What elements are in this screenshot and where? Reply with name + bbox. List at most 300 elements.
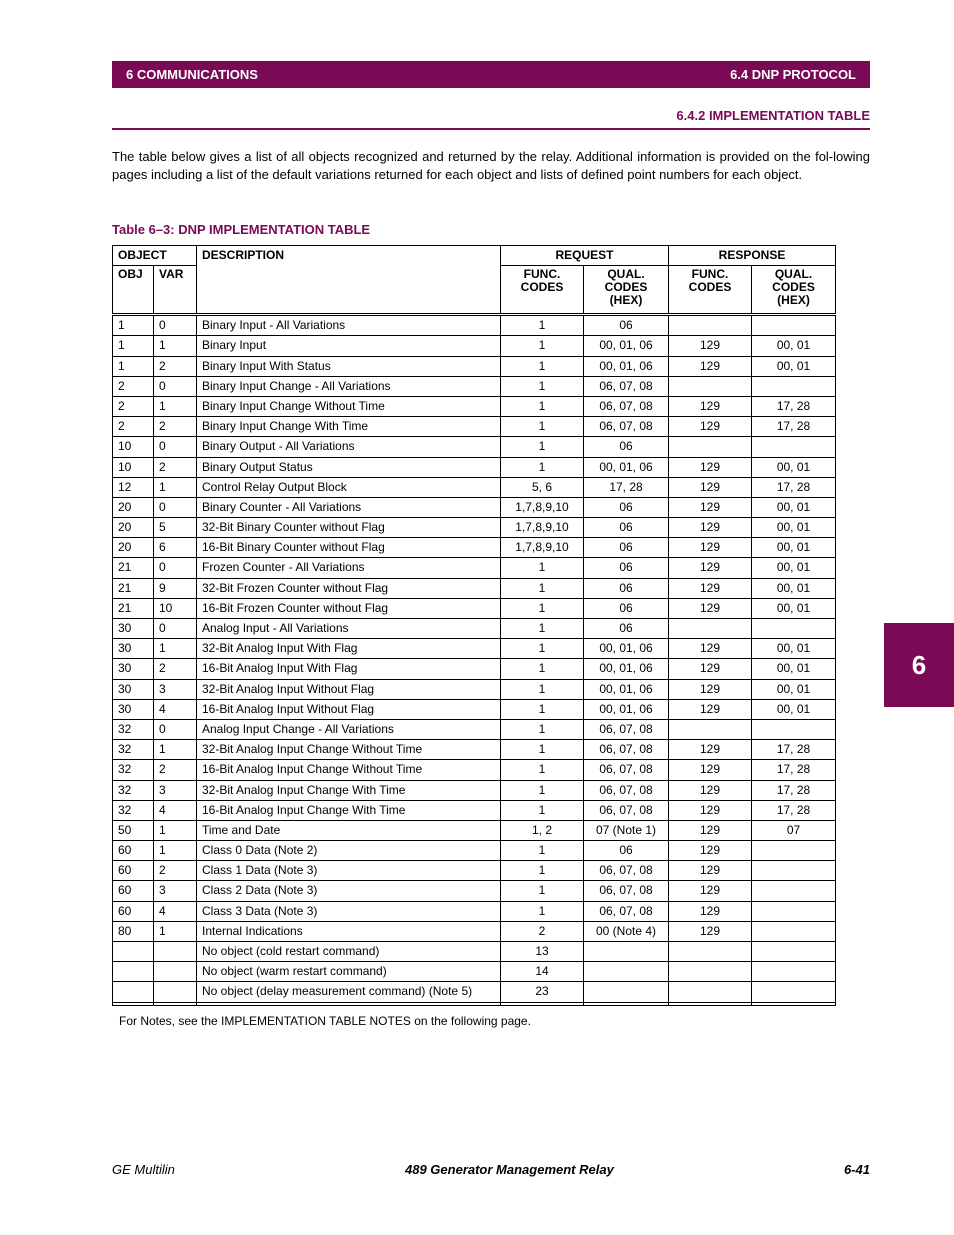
- response-qual-cell: [752, 921, 836, 941]
- response-func-cell: 129: [669, 760, 752, 780]
- obj-cell: 32: [113, 760, 154, 780]
- var-cell: 2: [154, 457, 197, 477]
- request-qual-cell: 06, 07, 08: [584, 800, 669, 820]
- request-func-cell: 1: [501, 619, 584, 639]
- request-func-cell: 1: [501, 901, 584, 921]
- response-qual-cell: 00, 01: [752, 699, 836, 719]
- request-qual-cell: 00 (Note 4): [584, 921, 669, 941]
- description-cell: 32-Bit Binary Counter without Flag: [197, 518, 501, 538]
- request-qual-cell: 06: [584, 598, 669, 618]
- obj-cell: 1: [113, 315, 154, 336]
- table-row: [113, 639, 836, 659]
- var-cell: 1: [154, 336, 197, 356]
- response-qual-cell: 00, 01: [752, 598, 836, 618]
- table-row: [113, 699, 836, 719]
- response-func-cell: 129: [669, 861, 752, 881]
- request-func-cell: 1: [501, 719, 584, 739]
- response-qual-cell: 17, 28: [752, 396, 836, 416]
- response-func-cell: 129: [669, 356, 752, 376]
- var-cell: [154, 962, 197, 982]
- request-qual-cell: 06: [584, 518, 669, 538]
- request-func-cell: 1,7,8,9,10: [501, 497, 584, 517]
- var-cell: 1: [154, 740, 197, 760]
- description-cell: 16-Bit Analog Input Change With Time: [197, 800, 501, 820]
- response-func-cell: 129: [669, 457, 752, 477]
- obj-cell: [113, 942, 154, 962]
- description-cell: 32-Bit Analog Input Without Flag: [197, 679, 501, 699]
- response-func-cell: [669, 376, 752, 396]
- var-cell: 9: [154, 578, 197, 598]
- table-row: [113, 820, 836, 840]
- footer-company: GE Multilin: [112, 1162, 175, 1177]
- request-func-cell: 1: [501, 800, 584, 820]
- response-func-cell: 129: [669, 679, 752, 699]
- request-func-cell: 13: [501, 942, 584, 962]
- request-func-cell: 1: [501, 558, 584, 578]
- request-func-cell: 1: [501, 336, 584, 356]
- response-func-cell: [669, 437, 752, 457]
- var-cell: 0: [154, 619, 197, 639]
- footer-product: 489 Generator Management Relay: [405, 1162, 614, 1177]
- response-qual-cell: [752, 619, 836, 639]
- response-qual-cell: [752, 901, 836, 921]
- var-cell: 1: [154, 396, 197, 416]
- table-caption: Table 6–3: DNP IMPLEMENTATION TABLE: [112, 222, 371, 237]
- request-func-cell: 1: [501, 740, 584, 760]
- description-cell: Analog Input Change - All Variations: [197, 719, 501, 739]
- request-func-cell: 1: [501, 659, 584, 679]
- response-func-cell: 129: [669, 538, 752, 558]
- table-row: [113, 982, 836, 1002]
- request-func-cell: 1,7,8,9,10: [501, 518, 584, 538]
- request-qual-codes-header: QUAL. CODES (HEX): [584, 266, 669, 315]
- var-cell: 4: [154, 699, 197, 719]
- request-func-cell: 1: [501, 417, 584, 437]
- table-row: [113, 780, 836, 800]
- request-func-cell: 14: [501, 962, 584, 982]
- response-qual-cell: 00, 01: [752, 356, 836, 376]
- request-func-cell: 2: [501, 921, 584, 941]
- obj-cell: 2: [113, 417, 154, 437]
- request-func-cell: 1: [501, 376, 584, 396]
- response-func-cell: 129: [669, 336, 752, 356]
- response-func-cell: 129: [669, 780, 752, 800]
- response-qual-cell: [752, 719, 836, 739]
- request-func-cell: 1: [501, 639, 584, 659]
- response-func-cell: 129: [669, 881, 752, 901]
- table-row: [113, 679, 836, 699]
- description-cell: 16-Bit Binary Counter without Flag: [197, 538, 501, 558]
- obj-cell: 32: [113, 740, 154, 760]
- obj-cell: 10: [113, 437, 154, 457]
- table-row: [113, 336, 836, 356]
- response-qual-cell: [752, 841, 836, 861]
- table-row: [113, 800, 836, 820]
- response-func-cell: 129: [669, 901, 752, 921]
- var-cell: [154, 982, 197, 1002]
- var-cell: 1: [154, 921, 197, 941]
- table-end-cell: [154, 1002, 197, 1005]
- description-cell: 32-Bit Analog Input Change Without Time: [197, 740, 501, 760]
- response-func-cell: 129: [669, 921, 752, 941]
- var-cell: 4: [154, 800, 197, 820]
- table-row: [113, 841, 836, 861]
- response-func-cell: 129: [669, 598, 752, 618]
- request-qual-cell: 06: [584, 558, 669, 578]
- obj-cell: 30: [113, 699, 154, 719]
- response-func-cell: 129: [669, 639, 752, 659]
- obj-cell: [113, 982, 154, 1002]
- request-func-cell: 1: [501, 315, 584, 336]
- request-qual-cell: 00, 01, 06: [584, 659, 669, 679]
- request-func-cell: 1: [501, 780, 584, 800]
- response-qual-cell: 00, 01: [752, 679, 836, 699]
- table-row: [113, 376, 836, 396]
- table-row: [113, 396, 836, 416]
- description-cell: 16-Bit Frozen Counter without Flag: [197, 598, 501, 618]
- table-row: [113, 538, 836, 558]
- obj-cell: 32: [113, 719, 154, 739]
- object-group-header: OBJECT: [113, 246, 197, 266]
- var-header: VAR: [154, 266, 197, 315]
- request-func-cell: 1: [501, 396, 584, 416]
- request-qual-cell: 07 (Note 1): [584, 820, 669, 840]
- description-cell: Binary Input Change - All Variations: [197, 376, 501, 396]
- description-cell: Class 3 Data (Note 3): [197, 901, 501, 921]
- response-qual-cell: 17, 28: [752, 477, 836, 497]
- var-cell: 0: [154, 437, 197, 457]
- var-cell: 1: [154, 639, 197, 659]
- table-row: [113, 598, 836, 618]
- response-qual-cell: 00, 01: [752, 497, 836, 517]
- obj-cell: 32: [113, 780, 154, 800]
- table-end-cell: [584, 1002, 669, 1005]
- request-qual-cell: 06: [584, 315, 669, 336]
- response-qual-cell: [752, 982, 836, 1002]
- obj-cell: 60: [113, 881, 154, 901]
- table-row: [113, 437, 836, 457]
- response-qual-cell: 17, 28: [752, 800, 836, 820]
- table-row: [113, 578, 836, 598]
- response-func-cell: 129: [669, 396, 752, 416]
- response-func-cell: [669, 315, 752, 336]
- response-qual-cell: [752, 437, 836, 457]
- response-qual-cell: 17, 28: [752, 780, 836, 800]
- request-func-cell: 1: [501, 699, 584, 719]
- description-cell: No object (warm restart command): [197, 962, 501, 982]
- response-func-codes-header: FUNC. CODES: [669, 266, 752, 315]
- response-func-cell: 129: [669, 659, 752, 679]
- response-func-cell: 129: [669, 820, 752, 840]
- request-qual-cell: 06: [584, 619, 669, 639]
- request-qual-cell: 06: [584, 437, 669, 457]
- request-qual-cell: [584, 982, 669, 1002]
- response-qual-cell: 00, 01: [752, 518, 836, 538]
- table-end-cell: [197, 1002, 501, 1005]
- response-func-cell: 129: [669, 740, 752, 760]
- description-cell: 16-Bit Analog Input With Flag: [197, 659, 501, 679]
- var-cell: 5: [154, 518, 197, 538]
- var-cell: 2: [154, 861, 197, 881]
- response-qual-cell: 00, 01: [752, 578, 836, 598]
- response-func-cell: 129: [669, 477, 752, 497]
- var-cell: 1: [154, 477, 197, 497]
- var-cell: 3: [154, 780, 197, 800]
- table-row: [113, 881, 836, 901]
- response-qual-cell: 07: [752, 820, 836, 840]
- table-row: [113, 315, 836, 336]
- obj-cell: 20: [113, 497, 154, 517]
- request-qual-cell: 00, 01, 06: [584, 679, 669, 699]
- request-func-cell: 1: [501, 881, 584, 901]
- response-qual-cell: 17, 28: [752, 760, 836, 780]
- request-qual-cell: 06, 07, 08: [584, 740, 669, 760]
- table-row: [113, 901, 836, 921]
- var-cell: 3: [154, 881, 197, 901]
- obj-cell: 80: [113, 921, 154, 941]
- response-func-cell: 129: [669, 699, 752, 719]
- description-cell: Binary Input Change Without Time: [197, 396, 501, 416]
- request-func-cell: 1: [501, 598, 584, 618]
- table-row: [113, 659, 836, 679]
- description-cell: Time and Date: [197, 820, 501, 840]
- request-func-cell: 1: [501, 356, 584, 376]
- request-qual-cell: 06: [584, 578, 669, 598]
- request-qual-cell: 00, 01, 06: [584, 457, 669, 477]
- obj-cell: 2: [113, 376, 154, 396]
- obj-cell: 60: [113, 901, 154, 921]
- response-func-cell: [669, 619, 752, 639]
- obj-cell: 10: [113, 457, 154, 477]
- request-qual-cell: 00, 01, 06: [584, 336, 669, 356]
- response-qual-cell: 17, 28: [752, 417, 836, 437]
- table-row: [113, 619, 836, 639]
- response-func-cell: 129: [669, 417, 752, 437]
- response-qual-codes-header: QUAL. CODES (HEX): [752, 266, 836, 315]
- obj-cell: 32: [113, 800, 154, 820]
- request-qual-cell: 17, 28: [584, 477, 669, 497]
- table-row: [113, 457, 836, 477]
- table-end-cell: [752, 1002, 836, 1005]
- table-body: [113, 315, 836, 1005]
- request-func-cell: 1: [501, 760, 584, 780]
- response-qual-cell: [752, 942, 836, 962]
- table-row: [113, 477, 836, 497]
- obj-cell: 30: [113, 659, 154, 679]
- request-func-cell: 1, 2: [501, 820, 584, 840]
- response-func-cell: [669, 942, 752, 962]
- request-qual-cell: 06, 07, 08: [584, 376, 669, 396]
- description-cell: Binary Counter - All Variations: [197, 497, 501, 517]
- dnp-implementation-table: [112, 245, 836, 1006]
- var-cell: 1: [154, 820, 197, 840]
- description-cell: Binary Output - All Variations: [197, 437, 501, 457]
- request-qual-cell: 06, 07, 08: [584, 780, 669, 800]
- obj-cell: 50: [113, 820, 154, 840]
- var-cell: 0: [154, 497, 197, 517]
- table-end-cell: [669, 1002, 752, 1005]
- request-qual-cell: 06, 07, 08: [584, 417, 669, 437]
- response-qual-cell: [752, 315, 836, 336]
- obj-header: OBJ: [113, 266, 154, 315]
- response-qual-cell: [752, 861, 836, 881]
- subsection-title: 6.4.2 IMPLEMENTATION TABLE: [112, 108, 870, 130]
- obj-cell: 1: [113, 336, 154, 356]
- description-header: DESCRIPTION: [197, 246, 501, 315]
- response-qual-cell: 00, 01: [752, 336, 836, 356]
- obj-cell: 30: [113, 679, 154, 699]
- obj-cell: 21: [113, 558, 154, 578]
- description-cell: No object (cold restart command): [197, 942, 501, 962]
- table-end-cell: [501, 1002, 584, 1005]
- request-qual-cell: 06, 07, 08: [584, 396, 669, 416]
- obj-cell: 21: [113, 598, 154, 618]
- table-row: [113, 356, 836, 376]
- request-qual-cell: 06: [584, 538, 669, 558]
- response-qual-cell: 00, 01: [752, 457, 836, 477]
- request-qual-cell: 00, 01, 06: [584, 356, 669, 376]
- request-qual-cell: 06: [584, 497, 669, 517]
- response-func-cell: 129: [669, 800, 752, 820]
- response-func-cell: [669, 982, 752, 1002]
- table-row: [113, 719, 836, 739]
- request-func-cell: 1: [501, 679, 584, 699]
- table-end-row: [113, 1002, 836, 1005]
- response-func-cell: 129: [669, 497, 752, 517]
- request-func-cell: 1: [501, 841, 584, 861]
- table-row: [113, 740, 836, 760]
- description-cell: Binary Input - All Variations: [197, 315, 501, 336]
- response-func-cell: 129: [669, 841, 752, 861]
- request-func-codes-header: FUNC. CODES: [501, 266, 584, 315]
- table-row: [113, 417, 836, 437]
- table-row: [113, 558, 836, 578]
- section-title: 6.4 DNP PROTOCOL: [730, 67, 856, 82]
- var-cell: 1: [154, 841, 197, 861]
- description-cell: Binary Output Status: [197, 457, 501, 477]
- table-row: [113, 497, 836, 517]
- request-qual-cell: 06, 07, 08: [584, 719, 669, 739]
- request-func-cell: 23: [501, 982, 584, 1002]
- chapter-title: 6 COMMUNICATIONS: [126, 67, 258, 82]
- response-func-cell: 129: [669, 558, 752, 578]
- response-func-cell: [669, 962, 752, 982]
- table-row: [113, 861, 836, 881]
- description-cell: 32-Bit Frozen Counter without Flag: [197, 578, 501, 598]
- response-qual-cell: 00, 01: [752, 659, 836, 679]
- var-cell: [154, 942, 197, 962]
- obj-cell: 20: [113, 538, 154, 558]
- description-cell: Class 1 Data (Note 3): [197, 861, 501, 881]
- obj-cell: 20: [113, 518, 154, 538]
- description-cell: Control Relay Output Block: [197, 477, 501, 497]
- description-cell: Binary Input With Status: [197, 356, 501, 376]
- request-func-cell: 5, 6: [501, 477, 584, 497]
- response-qual-cell: [752, 376, 836, 396]
- var-cell: 0: [154, 315, 197, 336]
- table-row: [113, 518, 836, 538]
- description-cell: 16-Bit Analog Input Change Without Time: [197, 760, 501, 780]
- request-qual-cell: 06, 07, 08: [584, 760, 669, 780]
- obj-cell: 2: [113, 396, 154, 416]
- obj-cell: 21: [113, 578, 154, 598]
- table-row: [113, 942, 836, 962]
- table-row: [113, 760, 836, 780]
- response-qual-cell: 00, 01: [752, 538, 836, 558]
- request-qual-cell: [584, 962, 669, 982]
- var-cell: 6: [154, 538, 197, 558]
- description-cell: Class 0 Data (Note 2): [197, 841, 501, 861]
- response-func-cell: [669, 719, 752, 739]
- chapter-side-tab: 6: [884, 623, 954, 707]
- var-cell: 3: [154, 679, 197, 699]
- obj-cell: 30: [113, 639, 154, 659]
- var-cell: 2: [154, 659, 197, 679]
- response-group-header: RESPONSE: [669, 246, 836, 266]
- var-cell: 4: [154, 901, 197, 921]
- description-cell: No object (delay measurement command) (Note 5): [197, 982, 501, 1002]
- request-func-cell: 1: [501, 437, 584, 457]
- request-func-cell: 1: [501, 457, 584, 477]
- request-qual-cell: [584, 942, 669, 962]
- var-cell: 0: [154, 719, 197, 739]
- description-cell: 16-Bit Analog Input Without Flag: [197, 699, 501, 719]
- obj-cell: 12: [113, 477, 154, 497]
- var-cell: 2: [154, 356, 197, 376]
- obj-cell: 30: [113, 619, 154, 639]
- footer-page-number: 6-41: [843, 1162, 870, 1177]
- table-row: [113, 962, 836, 982]
- chapter-header-bar: [112, 61, 870, 88]
- description-cell: Internal Indications: [197, 921, 501, 941]
- table-row: [113, 921, 836, 941]
- page-footer: [112, 1162, 870, 1177]
- response-func-cell: 129: [669, 578, 752, 598]
- request-qual-cell: 00, 01, 06: [584, 639, 669, 659]
- var-cell: 2: [154, 417, 197, 437]
- var-cell: 0: [154, 558, 197, 578]
- response-qual-cell: 00, 01: [752, 639, 836, 659]
- request-qual-cell: 06, 07, 08: [584, 881, 669, 901]
- intro-paragraph: The table below gives a list of all objects recognized and returned by the relay. Additional information is provided on the fol-lowing pages including a list of the default variations returned for each object and lists of defined point numbers for each object.: [112, 149, 870, 182]
- request-qual-cell: 06: [584, 841, 669, 861]
- var-cell: 10: [154, 598, 197, 618]
- description-cell: Analog Input - All Variations: [197, 619, 501, 639]
- response-qual-cell: 00, 01: [752, 558, 836, 578]
- obj-cell: 1: [113, 356, 154, 376]
- obj-cell: [113, 962, 154, 982]
- response-qual-cell: 17, 28: [752, 740, 836, 760]
- var-cell: 2: [154, 760, 197, 780]
- var-cell: 0: [154, 376, 197, 396]
- description-cell: Class 2 Data (Note 3): [197, 881, 501, 901]
- request-func-cell: 1: [501, 578, 584, 598]
- obj-cell: 60: [113, 861, 154, 881]
- description-cell: 32-Bit Analog Input Change With Time: [197, 780, 501, 800]
- request-func-cell: 1,7,8,9,10: [501, 538, 584, 558]
- response-func-cell: 129: [669, 518, 752, 538]
- description-cell: Frozen Counter - All Variations: [197, 558, 501, 578]
- response-qual-cell: [752, 881, 836, 901]
- obj-cell: 60: [113, 841, 154, 861]
- request-qual-cell: 06, 07, 08: [584, 901, 669, 921]
- request-qual-cell: 00, 01, 06: [584, 699, 669, 719]
- table-end-cell: [113, 1002, 154, 1005]
- request-func-cell: 1: [501, 861, 584, 881]
- description-cell: 32-Bit Analog Input With Flag: [197, 639, 501, 659]
- request-group-header: REQUEST: [501, 246, 669, 266]
- table-notes: For Notes, see the IMPLEMENTATION TABLE NOTES on the following page.: [119, 1014, 531, 1028]
